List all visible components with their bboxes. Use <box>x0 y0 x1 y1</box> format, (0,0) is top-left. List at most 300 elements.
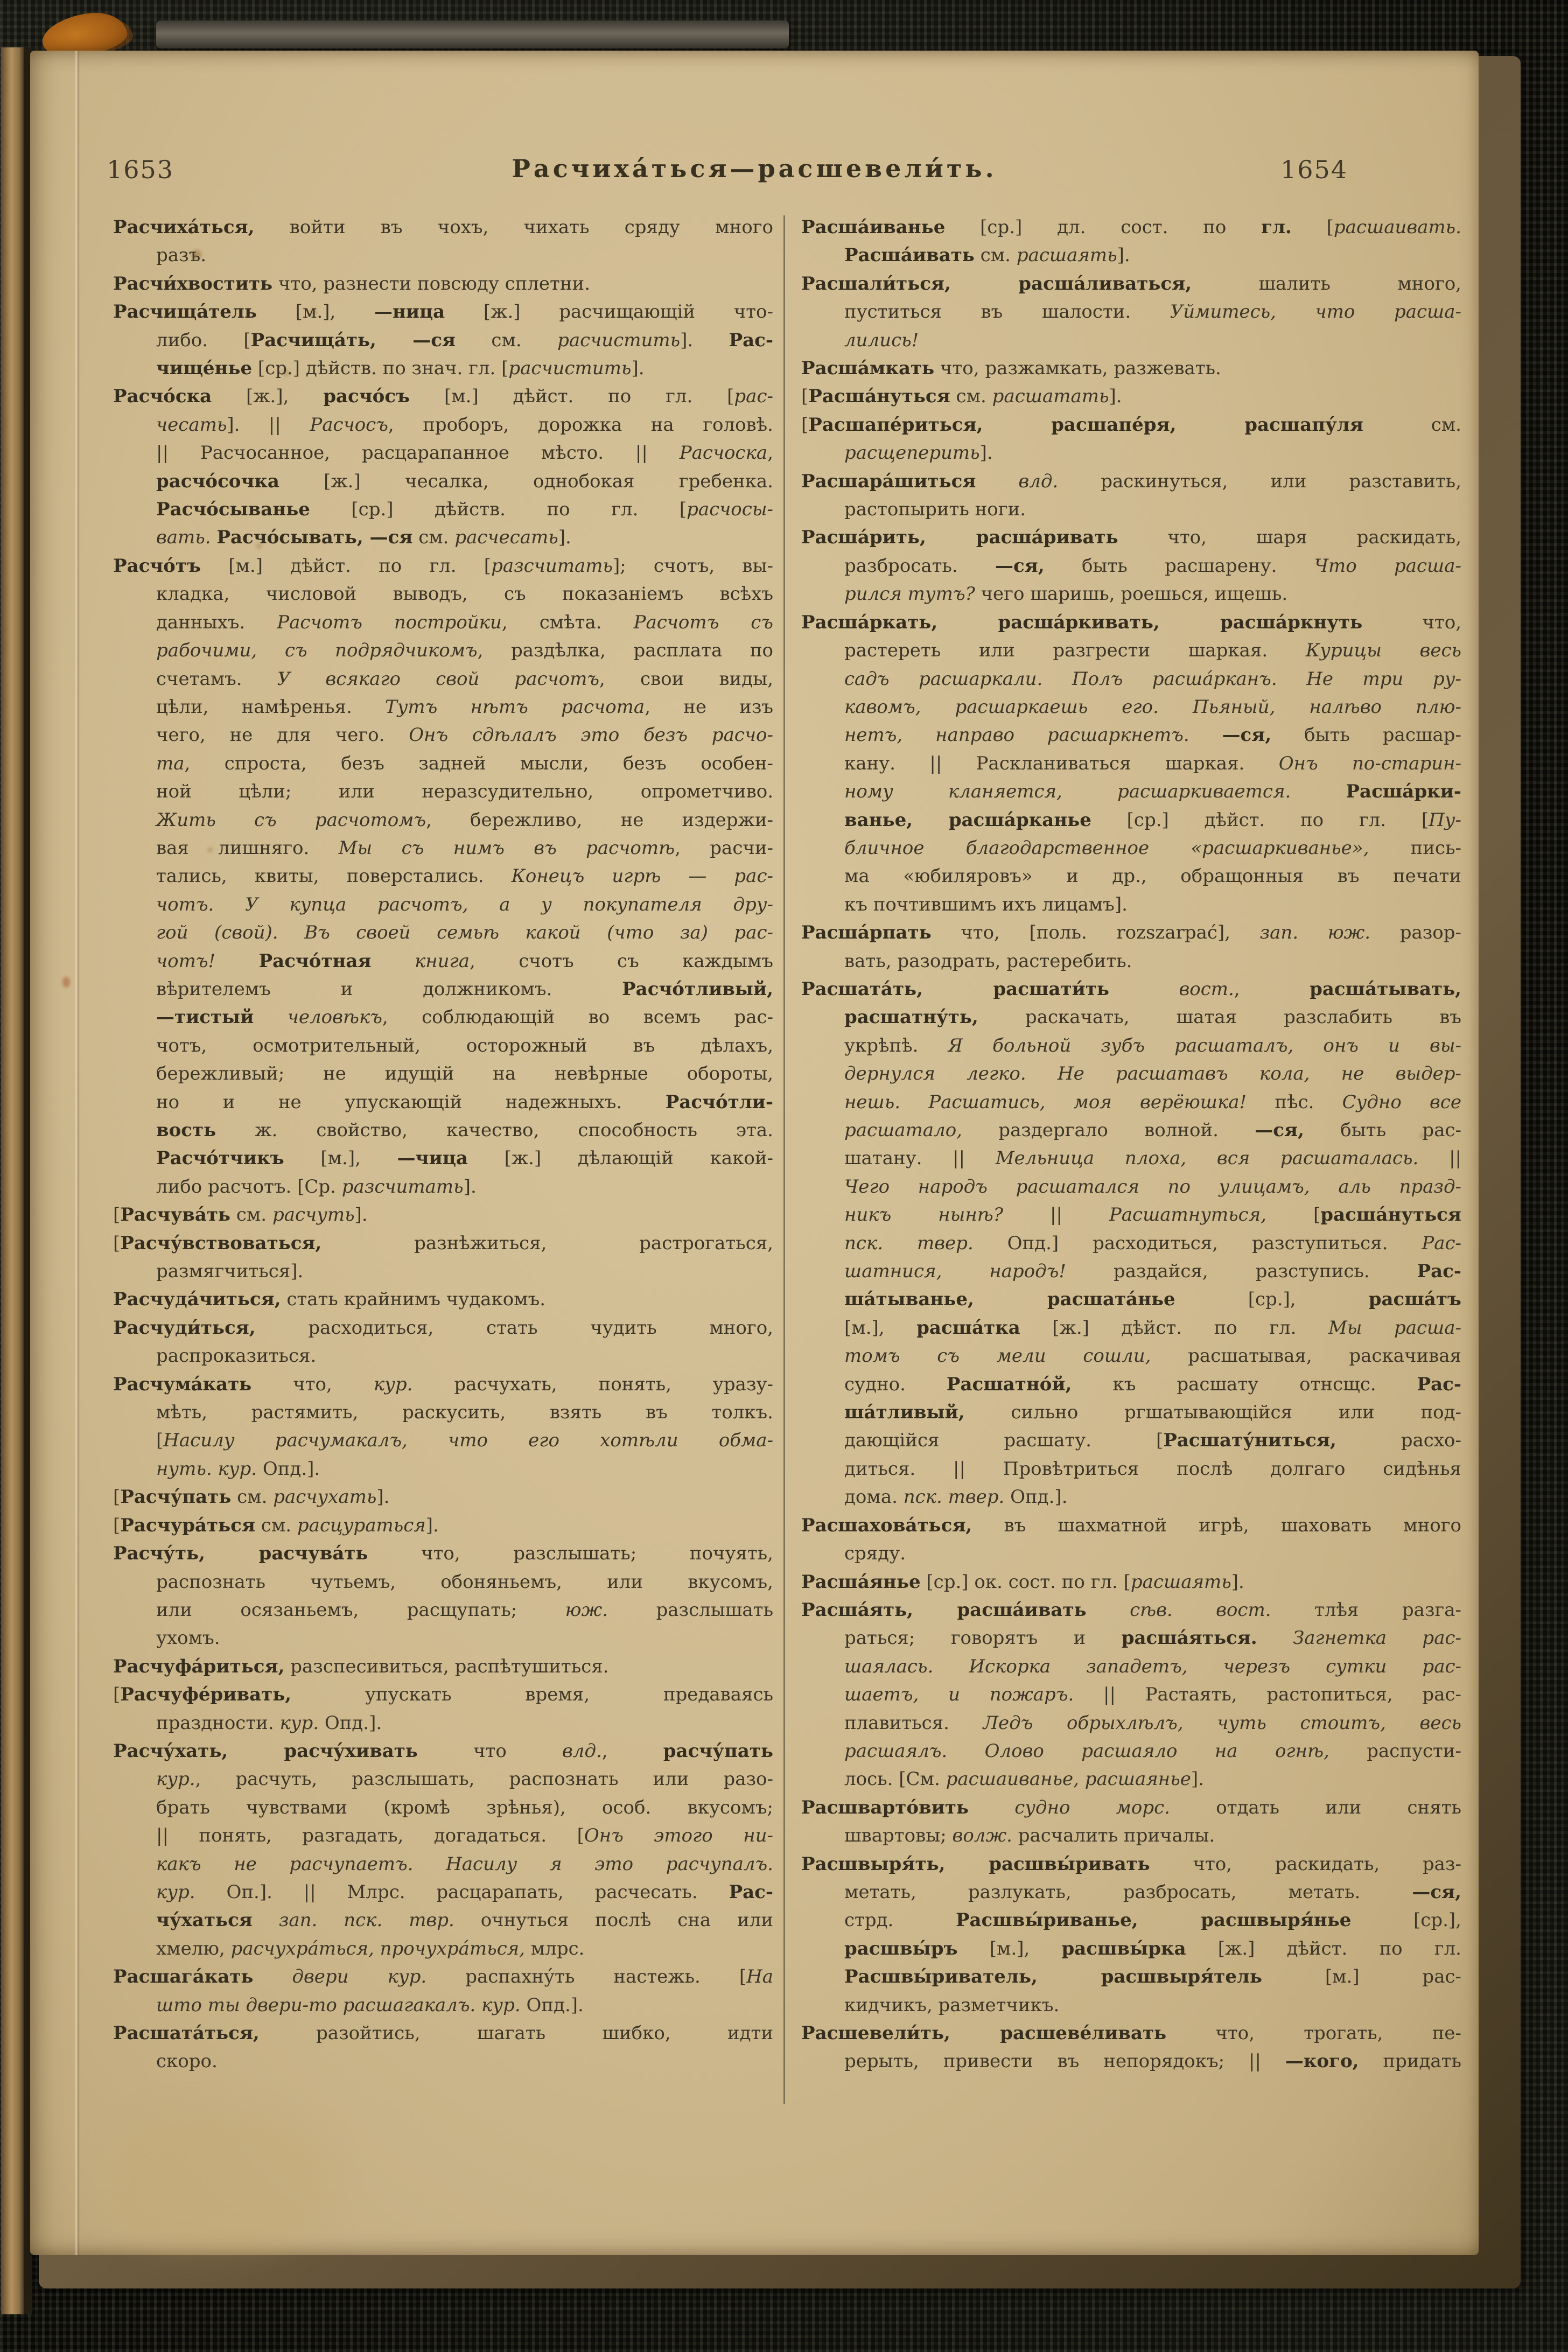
text-run: разойтись, шагать шибко, идти <box>259 2022 773 2044</box>
text-line <box>801 1116 1461 1144</box>
text-line <box>113 778 773 806</box>
text-run: [м.], <box>844 1317 917 1339</box>
text-run: , проборъ, дорожка на головѣ. <box>388 414 773 436</box>
text-line <box>113 636 773 664</box>
text-run: Расчума́кать <box>113 1373 252 1395</box>
text-run: разсчитать <box>341 1175 464 1198</box>
text-run: либо. [ <box>156 329 251 351</box>
text-run: Расшвыря́ть, расшвы́ривать <box>801 1853 1150 1875</box>
text-line <box>801 1060 1461 1088</box>
text-run: что, [поль. rozszarpać], <box>931 922 1260 944</box>
text-run: бличное благодарственное «расшаркиванье», <box>844 837 1369 859</box>
text-run: въ шахматной игрѣ, шаховать много <box>972 1514 1461 1536</box>
text-run: расходиться, стать чудить много, <box>255 1317 773 1339</box>
text-run: , <box>1234 978 1310 1000</box>
text-run: лились! <box>844 329 919 351</box>
text-run: очнуться послѣ сна или <box>454 1909 774 1931</box>
text-run: Расчиха́ться, <box>113 216 255 238</box>
text-run: зап. пск. твр. <box>278 1909 454 1931</box>
text-run: морс. <box>1116 1796 1170 1818</box>
text-line <box>113 975 773 1003</box>
text-run: расчалить причалы. <box>1012 1825 1215 1847</box>
text-run: [м.], <box>957 1937 1062 1959</box>
text-run: Расшали́ться, расша́ливаться, <box>801 272 1192 295</box>
text-run: Опд.]. <box>520 1994 584 2016</box>
text-run: пск. твер. <box>903 1486 1005 1508</box>
binding-edge <box>156 20 789 48</box>
text-run: [ж.] дѣлающій какой- <box>467 1147 773 1170</box>
text-run: шатнися, народъ! <box>844 1261 1067 1283</box>
text-run: —чица <box>397 1147 468 1170</box>
text-line <box>113 495 773 523</box>
text-run: Тутъ нѣтъ расчота <box>385 696 645 718</box>
text-line <box>113 1285 773 1313</box>
text-run: Я больной зубъ расшаталъ, онъ и вы- <box>948 1034 1461 1056</box>
text-run: распахну́ть настежь. [ <box>426 1966 747 1988</box>
text-run: сряду. <box>844 1543 906 1565</box>
text-run: расцураться <box>297 1514 426 1536</box>
text-run <box>1189 724 1222 746</box>
text-run: расчуть <box>272 1204 355 1226</box>
text-line <box>801 1765 1461 1793</box>
text-line <box>801 636 1461 664</box>
text-run: вать, разодрать, растеребить. <box>844 950 1132 972</box>
text-line <box>801 1003 1461 1031</box>
text-run: дающійся расшату. [ <box>844 1430 1164 1452</box>
text-run: кидчикъ, разметчикъ. <box>844 1994 1060 2016</box>
text-run: расша́тъ <box>1368 1289 1461 1311</box>
text-run: —ся, <box>1255 1119 1304 1141</box>
text-line <box>113 1596 773 1624</box>
text-run: что, <box>1362 611 1462 633</box>
text-run: см. <box>230 1204 272 1226</box>
text-run: гл. <box>1261 216 1292 238</box>
text-line <box>801 495 1461 523</box>
text-run: ]. <box>1231 1571 1244 1593</box>
text-run: Рас- <box>1422 1232 1461 1254</box>
text-run: Расчо́сывать, —ся <box>216 527 413 549</box>
text-run: расчосы- <box>687 499 773 521</box>
text-run: [ <box>113 1204 121 1226</box>
text-run: см. <box>255 1514 297 1536</box>
text-run: вость <box>156 1119 216 1141</box>
text-line <box>113 1144 773 1172</box>
text-run: , расчуть, разслышать, распознать или разо- <box>195 1768 773 1790</box>
text-run: расшаять <box>1130 1571 1231 1593</box>
text-run: зап. юж. <box>1259 922 1371 944</box>
text-run: Расшвы́риванье, расшвыря́нье <box>955 1909 1352 1931</box>
text-run: Расшахова́ться, <box>801 1514 972 1536</box>
text-run: || <box>1418 1147 1462 1170</box>
text-run: , соблюдающій во всемъ рас- <box>382 1006 774 1028</box>
text-run: см. <box>950 386 992 408</box>
text-line <box>113 1850 773 1878</box>
text-run: метать, разлукать, разбросать, метать. <box>844 1881 1412 1903</box>
text-run: Рас- <box>1417 1373 1461 1395</box>
text-run: что, <box>251 1373 374 1395</box>
text-run: чотъ! <box>156 950 216 972</box>
text-line <box>801 1568 1461 1596</box>
text-run: либо расчотъ. [Ср. <box>156 1175 342 1198</box>
text-line <box>113 1398 773 1426</box>
text-run: —ся, <box>995 555 1045 577</box>
text-run <box>969 1797 1014 1818</box>
text-run: вѣрителемъ и должникомъ. <box>156 978 622 1000</box>
adjacent-page-edge-line <box>74 51 80 2255</box>
text-run: || Расчосанное, расцарапанное мѣсто. || <box>156 442 680 464</box>
text-run: [ср.] ок. сост. по гл. [ <box>920 1571 1131 1593</box>
text-line <box>113 693 773 721</box>
text-run: Онъ этого ни- <box>584 1825 773 1847</box>
text-run: ]. <box>1117 244 1130 267</box>
text-run: что <box>417 1740 562 1762</box>
text-run: млрс. <box>524 1937 585 1959</box>
text-line <box>113 1681 773 1709</box>
text-line <box>801 750 1461 778</box>
text-run: расшатывая, раскачивая <box>1151 1345 1461 1367</box>
text-run: судно. <box>844 1373 947 1395</box>
text-run: Расчотъ постройки <box>277 611 502 633</box>
text-line <box>801 608 1461 636</box>
text-run: расчу́пать <box>663 1740 773 1762</box>
text-run: расшаиванье, расшаянье <box>946 1768 1191 1790</box>
text-line <box>801 1511 1461 1539</box>
text-run: нешь. Расшатись, моя верёюшка! <box>844 1091 1247 1113</box>
text-line <box>113 750 773 778</box>
text-run: ша́тыванье, расшата́нье <box>844 1289 1175 1311</box>
text-run: разспесивиться, распѣтушиться. <box>284 1655 609 1677</box>
text-run: Расчо́тчикъ <box>156 1147 284 1170</box>
text-run: [ <box>801 414 809 436</box>
text-line <box>801 1088 1461 1116</box>
text-run: Расчура́ться <box>120 1514 255 1536</box>
text-run: скоро. <box>156 2050 218 2073</box>
text-line <box>801 1257 1461 1285</box>
text-run: ]. <box>1109 386 1122 408</box>
text-run: Расша́рпать <box>801 922 932 944</box>
text-run: Расшату́ниться, <box>1163 1430 1336 1452</box>
text-run: , бережливо, не издержи- <box>426 809 773 831</box>
text-run: Расша́мкать <box>801 358 935 380</box>
text-run: Судно все <box>1342 1091 1461 1113</box>
text-run: расша́нуться <box>1320 1204 1461 1226</box>
text-line <box>113 1032 773 1060</box>
text-run: , <box>767 442 773 464</box>
text-run: чу́хаться <box>156 1909 253 1931</box>
text-run: , расчи- <box>675 837 773 859</box>
text-run: шаялась. Искорка западетъ, черезъ сутки рас- <box>844 1655 1461 1677</box>
text-run: [м.], <box>284 1147 397 1170</box>
text-run <box>1291 781 1346 802</box>
text-run <box>349 1966 388 1987</box>
text-line <box>113 326 773 354</box>
text-line <box>801 1285 1461 1313</box>
text-run: кавомъ, расшаркаешь его. Пьяный, налѣво плю- <box>844 696 1461 718</box>
text-run: ной цѣли; или неразсудительно, опрометчиво. <box>156 781 773 803</box>
text-run: Расчи́хвостить <box>113 272 273 295</box>
text-run: [ж.] расчищающій что- <box>445 301 773 323</box>
text-run: что, трогать, пе- <box>1166 2022 1462 2044</box>
text-run: ному кланяется, расшаркивается. <box>844 781 1291 803</box>
text-run: волж. <box>952 1825 1012 1847</box>
text-line <box>113 213 773 241</box>
text-run: Расчу́ть, расчува́ть <box>113 1543 368 1565</box>
text-run: расхо- <box>1336 1430 1461 1452</box>
text-line <box>801 326 1461 354</box>
text-run <box>253 1966 292 1987</box>
text-line <box>113 2019 773 2047</box>
text-run: Рас- <box>1417 1261 1461 1283</box>
text-run: расчистить <box>557 329 681 351</box>
text-run <box>1257 1627 1293 1649</box>
text-run: плавиться. <box>844 1712 983 1734</box>
text-run: данныхъ. <box>156 611 277 633</box>
text-run: Расшата́ться, <box>113 2022 260 2044</box>
text-run: чего, не для чего. <box>156 724 409 746</box>
text-run: Мы съ нимъ въ расчотѣ <box>338 837 675 859</box>
text-run: Расчуфа́риться, <box>113 1655 285 1677</box>
text-line <box>113 1822 773 1850</box>
text-run: разслышать <box>608 1599 773 1621</box>
text-line <box>113 1906 773 1934</box>
text-run: Насилу расчумакалъ, что его хотѣли обма- <box>163 1430 773 1452</box>
text-run: Курицы весь <box>1305 640 1462 662</box>
text-line <box>801 1539 1461 1567</box>
text-line <box>113 947 773 975</box>
text-run: ша́тливый, <box>844 1402 965 1424</box>
text-run: [ж.], <box>212 386 324 408</box>
text-run: вать. <box>156 527 211 549</box>
text-run: расчо́сочка <box>156 470 279 492</box>
text-run: [ср.] дѣйст. по гл. [ <box>1091 809 1429 831</box>
text-run: что, разнести повсюду сплетни. <box>272 272 590 295</box>
text-run: , не изъ <box>645 696 774 718</box>
text-run: чего шаришь, роешься, ищешь. <box>975 583 1288 605</box>
text-run: никъ нынѣ? <box>844 1204 1003 1226</box>
text-run: ]. <box>680 329 729 351</box>
text-run: [ж.] чесалка, однобокая гребенка. <box>279 470 773 492</box>
text-run: Онъ сдѣлалъ это безъ расчо- <box>409 724 773 746</box>
text-line <box>113 1653 773 1681</box>
text-run: расша́тывать, <box>1310 978 1461 1000</box>
text-line <box>801 1878 1461 1906</box>
text-line <box>113 1794 773 1822</box>
text-run: Конецъ игрѣ — рас- <box>511 865 773 887</box>
text-run: рабочими, съ подрядчикомъ <box>156 640 478 662</box>
text-run: раздергало волной. <box>962 1119 1255 1141</box>
text-run: бережливый; не идущій на невѣрные обороты, <box>156 1063 773 1085</box>
text-run: [ср.] дл. сост. по <box>945 216 1262 238</box>
text-run: [ <box>113 1486 121 1508</box>
text-line <box>801 1144 1461 1172</box>
text-run: см. <box>974 244 1017 267</box>
text-run: [м.] дѣйст. по гл. [ <box>201 555 492 577</box>
text-run: расша́яться. <box>1121 1627 1257 1649</box>
text-line <box>113 1088 773 1116</box>
text-run: ]. <box>558 527 571 549</box>
text-run: кур. <box>373 1373 413 1395</box>
text-line <box>113 1314 773 1342</box>
text-run: ]. <box>979 442 993 464</box>
text-run: ма «юбиляровъ» и др., обращонныя въ печати <box>844 865 1461 887</box>
text-run: сѣв. вост. <box>1130 1599 1271 1621</box>
text-run: || понять, разгадать, догадаться. [ <box>156 1825 584 1847</box>
text-run: но и не упускающій надежныхъ. <box>156 1091 666 1113</box>
text-run: расша́тка <box>916 1317 1020 1339</box>
text-run: [м.] рас- <box>1262 1966 1461 1988</box>
text-run: чище́нье <box>156 358 253 380</box>
text-run: Онъ по-старин- <box>1278 752 1461 774</box>
text-run: разнѣжиться, растрогаться, <box>321 1232 773 1254</box>
text-run: чотъ. У купца расчотъ, а у покупателя дру- <box>156 893 773 915</box>
text-run: къ почтившимъ ихъ лицамъ]. <box>844 893 1128 915</box>
text-run: растопырить ноги. <box>844 499 1026 521</box>
text-run: разбросать. <box>844 555 996 577</box>
text-run: Расчу́хать, расчу́хивать <box>113 1740 418 1762</box>
text-run: [ <box>156 1430 164 1452</box>
text-run <box>1109 978 1179 1000</box>
text-line <box>113 806 773 834</box>
text-run: быть расшар- <box>1271 724 1462 746</box>
text-run: шалить много, <box>1192 272 1461 295</box>
text-run: Расшварто́вить <box>801 1796 969 1818</box>
text-run: кур. <box>156 1881 195 1903</box>
text-run: Загнетка рас- <box>1293 1627 1462 1649</box>
text-line <box>801 834 1461 862</box>
text-run: расшаивать. <box>1333 216 1461 238</box>
text-run: вая лишняго. <box>156 837 339 859</box>
text-run: , смѣта. <box>501 611 634 633</box>
text-run: , <box>601 1740 663 1762</box>
text-line <box>801 1794 1461 1822</box>
text-line <box>801 1624 1461 1652</box>
text-run <box>976 471 1018 492</box>
text-line <box>801 947 1461 975</box>
text-run <box>253 1909 279 1931</box>
text-run: шатану. || <box>844 1147 996 1170</box>
text-line <box>113 439 773 467</box>
text-line <box>113 270 773 298</box>
text-line <box>801 354 1461 382</box>
text-line <box>113 1737 773 1765</box>
text-line <box>113 1963 773 1991</box>
text-line <box>801 411 1461 439</box>
text-line <box>113 1173 773 1201</box>
text-run: праздности. <box>156 1712 280 1734</box>
text-run: чесать <box>156 414 227 436</box>
text-line <box>113 1003 773 1031</box>
text-run: Расчуфе́ривать, <box>120 1684 292 1706</box>
text-run: Расша́ркать, расша́ркивать, расша́ркнуть <box>801 611 1363 633</box>
text-run: распроказиться. <box>156 1345 317 1367</box>
text-run: что, раскидать, раз- <box>1150 1853 1461 1875</box>
text-line <box>113 298 773 326</box>
text-run: , счотъ съ каждымъ <box>470 950 774 972</box>
paper-stain <box>62 977 70 988</box>
text-line <box>113 1342 773 1370</box>
text-run: расшаялъ. Олово расшаяло на огнѣ, <box>844 1740 1329 1762</box>
text-line <box>113 721 773 749</box>
text-line <box>801 241 1461 269</box>
text-run: Расчоска <box>679 442 768 464</box>
text-run: Мы расша- <box>1328 1317 1462 1339</box>
text-run: та <box>156 752 185 774</box>
text-run: Расшатнуться, <box>1109 1204 1267 1226</box>
text-run: пск. твер. <box>844 1232 974 1254</box>
text-run <box>1070 1797 1116 1818</box>
text-run: Расчотъ съ <box>633 611 773 633</box>
text-run: [ж.] дѣйст. по гл. <box>1020 1317 1328 1339</box>
text-run: разъ. <box>156 244 207 267</box>
text-run: [м.], <box>256 301 374 323</box>
text-run: влд. <box>562 1740 602 1762</box>
text-run: книга <box>414 950 470 972</box>
text-line <box>113 1116 773 1144</box>
text-run: расшатало, <box>844 1119 962 1141</box>
text-run: Расшара́шиться <box>801 470 976 492</box>
text-run: тлѣя разга- <box>1271 1599 1461 1621</box>
text-run: Расша́ивать <box>844 244 975 267</box>
text-run: ]. <box>463 1175 477 1198</box>
text-line <box>801 1201 1461 1229</box>
text-line <box>113 919 773 947</box>
text-line <box>801 1906 1461 1934</box>
text-run: Расчуди́ться, <box>113 1317 256 1339</box>
text-run: Опд.]. <box>319 1712 382 1734</box>
text-line <box>801 975 1461 1003</box>
text-run: влд. <box>1018 470 1059 492</box>
text-run <box>372 950 415 972</box>
text-run: што ты двери-то расшагакалъ. кур. <box>156 1994 521 2016</box>
text-run: Расчу́пать <box>120 1486 232 1508</box>
text-run: Расша́рки- <box>1346 781 1461 803</box>
text-run: Чего народъ расшатался по улицамъ, аль празд- <box>844 1175 1461 1198</box>
text-run: ]. <box>631 358 645 380</box>
text-run: У всякаго свой расчотъ <box>277 668 600 690</box>
text-run: Расшвы́риватель, расшвыря́тель <box>844 1966 1263 1988</box>
text-run: Ледъ обрыхлѣлъ, чуть стоитъ, весь <box>983 1712 1461 1734</box>
text-run: кану. || Раскланиваться шаркая. <box>844 752 1279 774</box>
text-run: Расчища́ть, —ся <box>250 329 456 351</box>
text-run: расшвы́рка <box>1061 1937 1186 1959</box>
text-run: расчо́съ <box>323 386 410 408</box>
text-run: [ <box>113 1514 121 1536</box>
text-run: гой (свой). Въ своей семьѣ какой (что за) рас- <box>156 922 773 944</box>
text-run: ванье, расша́рканье <box>844 809 1091 831</box>
text-line <box>113 1539 773 1567</box>
text-run: расшатну́ть, <box>844 1006 978 1028</box>
text-run: судно <box>1014 1796 1070 1818</box>
text-run: расшатать <box>992 386 1109 408</box>
text-run: ]. <box>1191 1768 1204 1790</box>
text-run: Уймитесь, что расша- <box>1170 301 1461 323</box>
text-run: Оп.]. || Млрс. расцарапать, расчесать. <box>195 1881 729 1903</box>
text-run: разор- <box>1370 922 1461 944</box>
text-run: рас- <box>734 386 773 408</box>
text-run: дернулся легко. Не расшатавъ кола, не выдер- <box>844 1063 1461 1085</box>
text-line <box>113 891 773 919</box>
text-line <box>113 1991 773 2019</box>
text-line <box>801 467 1461 495</box>
text-run: пись- <box>1369 837 1461 859</box>
text-run: см. <box>231 1486 274 1508</box>
text-run: [ср.] дѣйств. по знач. гл. [ <box>252 358 509 380</box>
text-column-right <box>801 213 1461 2076</box>
text-run: садъ расшаркали. Полъ расша́рканъ. Не три ру- <box>844 668 1461 690</box>
text-run: кур. <box>156 1768 195 1790</box>
text-run: Расчу́вствоваться, <box>120 1232 322 1254</box>
text-line <box>113 1455 773 1483</box>
